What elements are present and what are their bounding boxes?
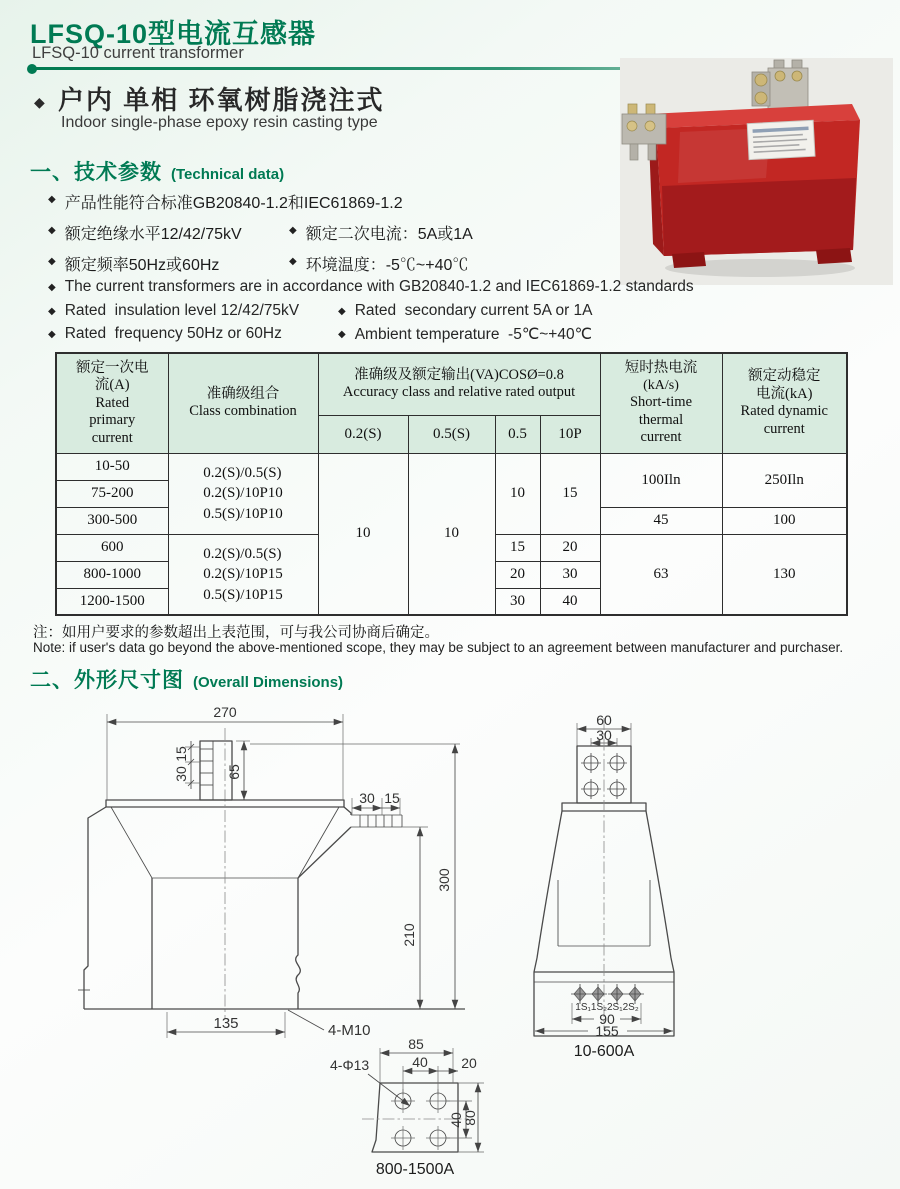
thermal-current-cell: 45 xyxy=(600,507,722,534)
page-title: LFSQ-10型电流互感器 xyxy=(30,19,317,49)
dim-210 xyxy=(401,827,420,1009)
thermal-current-cell: 63 xyxy=(600,534,722,615)
plate-view-caption: 800-1500A xyxy=(375,1161,455,1178)
diamond-bullet-icon: ◆ xyxy=(48,225,56,236)
diamond-bullet-icon: ◆ xyxy=(338,329,346,340)
side-body-outline xyxy=(534,718,674,1036)
output-05-cell: 30 xyxy=(495,588,540,615)
section1-title-en: (Technical data) xyxy=(171,166,285,183)
label-4phi13-text: 4-Φ13 xyxy=(330,1057,370,1073)
spec-text: Rated insulation level 12/42/75kV xyxy=(64,302,300,319)
dim-30-label: 30 xyxy=(596,727,612,743)
product-photo xyxy=(620,58,893,285)
spec-col2 xyxy=(338,302,593,320)
side-view-caption: 10-600A xyxy=(573,1043,635,1060)
output-10p-cell: 15 xyxy=(540,453,600,534)
dynamic-current-cell: 250Iln xyxy=(722,453,847,507)
subcol-05: 0.5 xyxy=(495,415,540,453)
spec-text: Rated frequency 50Hz or 60Hz xyxy=(64,325,282,342)
col-header-thermal-current: 短时热电流 (kA/s) Short-time thermal current xyxy=(600,353,722,453)
spec-text: Ambient temperature -5℃~+40℃ xyxy=(354,326,592,343)
section2-title-zh: 二、外形尺寸图 xyxy=(30,669,184,692)
section2-title-en: (Overall Dimensions) xyxy=(193,674,344,691)
dim-90-label: 90 xyxy=(599,1011,615,1027)
primary-current-cell: 1200-1500 xyxy=(56,588,168,615)
diamond-bullet-icon: ◆ xyxy=(289,256,297,267)
spec-bullet-row xyxy=(48,302,868,320)
dim-30-15-right xyxy=(352,790,400,815)
spec-text: 环境温度：-5℃~+40℃ xyxy=(305,257,469,274)
dim-85-label: 85 xyxy=(408,1036,424,1052)
spec-col2 xyxy=(338,325,592,344)
primary-current-cell: 800-1000 xyxy=(56,561,168,588)
class-combination-cell: 0.2(S)/0.5(S) 0.2(S)/10P15 0.5(S)/10P15 xyxy=(168,534,318,615)
plate-dim-40-20 xyxy=(403,1054,477,1095)
spec-bullet-row xyxy=(48,278,868,296)
dim-155-label: 155 xyxy=(595,1023,619,1039)
plate-dim-40-80-right xyxy=(446,1083,484,1152)
dynamic-current-cell: 100 xyxy=(722,507,847,534)
front-view xyxy=(78,704,465,1039)
dim-270-label: 270 xyxy=(213,704,237,720)
dimension-drawings xyxy=(0,700,900,1189)
nameplate xyxy=(747,120,815,159)
spec-col2 xyxy=(289,221,473,244)
col-header-primary-current: 额定一次电流(A) Rated primary current xyxy=(56,353,168,453)
dynamic-current-cell: 130 xyxy=(722,534,847,615)
dim-80-label: 80 xyxy=(462,1110,478,1126)
diamond-bullet-icon: ◆ xyxy=(48,256,56,267)
output-05-cell: 15 xyxy=(495,534,540,561)
output-05-cell: 20 xyxy=(495,561,540,588)
diamond-bullet-icon: ◆ xyxy=(338,306,346,317)
spec-text: The current transformers are in accordance with GB20840-1.2 and IEC61869-1.2 standards xyxy=(64,278,694,295)
output-10p-cell: 30 xyxy=(540,561,600,588)
spec-text: 额定二次电流：5A或1A xyxy=(305,226,473,243)
dim-60-label: 60 xyxy=(596,712,612,728)
dim-135-label: 135 xyxy=(213,1015,239,1032)
diamond-bullet-icon: ◆ xyxy=(48,329,56,340)
label-4m10-text: 4-M10 xyxy=(328,1022,371,1039)
spec-text: 额定绝缘水平12/42/75kV xyxy=(64,226,242,243)
class-combination-cell: 0.2(S)/0.5(S) 0.2(S)/10P10 0.5(S)/10P10 xyxy=(168,453,318,534)
thermal-current-cell: 100Iln xyxy=(600,453,722,507)
spec-bullet-row xyxy=(48,221,868,244)
primary-current-cell: 75-200 xyxy=(56,480,168,507)
output-05s-cell: 10 xyxy=(408,453,495,615)
product-type-zh: 户内 单相 环氧树脂浇注式 xyxy=(58,85,385,115)
section1-title-zh: 一、技术参数 xyxy=(30,161,162,184)
label-4phi13 xyxy=(330,1057,410,1106)
subcol-02s: 0.2(S) xyxy=(318,415,408,453)
diamond-bullet-icon: ◆ xyxy=(48,306,56,317)
dim-15-30-terminal xyxy=(173,741,200,789)
secondary-terminals xyxy=(571,984,644,1013)
primary-current-cell: 10-50 xyxy=(56,453,168,480)
product-type-en: Indoor single-phase epoxy resin casting type xyxy=(61,114,378,131)
primary-current-cell: 600 xyxy=(56,534,168,561)
col-header-dynamic-current: 额定动稳定电流(kA) Rated dynamic current xyxy=(722,353,847,453)
front-right-terminal xyxy=(351,815,428,827)
section2-heading xyxy=(30,664,343,694)
spec-bullet-row xyxy=(48,252,868,275)
output-10p-cell: 20 xyxy=(540,534,600,561)
page-subtitle: LFSQ-10 current transformer xyxy=(32,44,244,62)
dim-300 xyxy=(250,744,460,1009)
diamond-bullet-icon: ◆ xyxy=(289,225,297,236)
dim-135 xyxy=(167,1012,285,1038)
label-4m10 xyxy=(288,1010,371,1039)
output-05-cell: 10 xyxy=(495,453,540,534)
subcol-10p: 10P xyxy=(540,415,600,453)
dim-30r-label: 30 xyxy=(359,790,375,806)
col-header-accuracy-output: 准确级及额定输出(VA)COSØ=0.8 Accuracy class and relative rated output xyxy=(318,353,600,415)
dim-300-label: 300 xyxy=(436,868,452,892)
spec-col2 xyxy=(289,252,468,275)
side-view xyxy=(534,712,674,1060)
spec-bullet-row xyxy=(48,325,868,343)
plate-view xyxy=(330,1036,484,1178)
spec-text: 额定频率50Hz或60Hz xyxy=(64,257,220,274)
dim-210-label: 210 xyxy=(401,923,417,947)
subcol-05s: 0.5(S) xyxy=(408,415,495,453)
secondary-terminal-labels: 1S₁1S₂2S₁2S₂ xyxy=(575,1002,639,1013)
spec-bullet-row xyxy=(48,190,868,213)
front-view-outline xyxy=(78,728,465,1018)
dim-65 xyxy=(226,741,250,800)
output-02s-cell: 10 xyxy=(318,453,408,615)
dim-40-label: 40 xyxy=(412,1054,428,1070)
diamond-bullet-icon: ◆ xyxy=(48,282,56,293)
spec-text: Rated secondary current 5A or 1A xyxy=(354,302,593,319)
dim-20-label: 20 xyxy=(461,1055,477,1071)
dim-65-label: 65 xyxy=(226,764,242,780)
dim-15r-label: 15 xyxy=(384,790,400,806)
note-zh: 注：如用户要求的参数超出上表范围，可与我公司协商后确定。 xyxy=(33,625,439,641)
col-header-class-combination: 准确级组合 Class combination xyxy=(168,353,318,453)
dim-30-label: 30 xyxy=(173,766,189,782)
dim-15-label: 15 xyxy=(173,746,189,762)
section1-heading xyxy=(30,156,284,186)
spec-text: 产品性能符合标准GB20840-1.2和IEC61869-1.2 xyxy=(64,195,403,212)
technical-data-table xyxy=(55,352,848,616)
note-en: Note: if user's data go beyond the above-mentioned scope, they may be subject to an agreement between manufacturer and purchaser. xyxy=(33,640,844,655)
dim-40r-label: 40 xyxy=(448,1112,464,1128)
output-10p-cell: 40 xyxy=(540,588,600,615)
diamond-bullet-icon: ◆ xyxy=(34,94,45,110)
primary-current-cell: 300-500 xyxy=(56,507,168,534)
diamond-bullet-icon: ◆ xyxy=(48,194,56,205)
